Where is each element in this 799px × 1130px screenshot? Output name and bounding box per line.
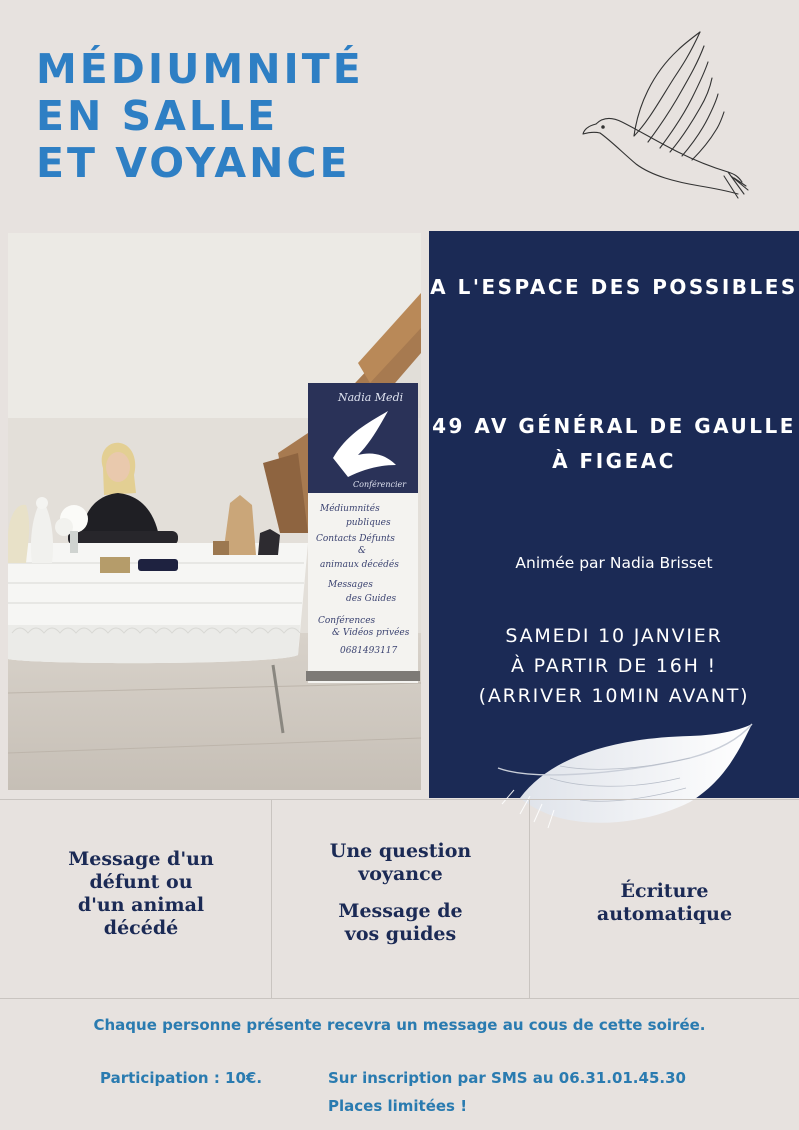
participation-price: Participation : 10€. [100, 1069, 263, 1087]
venue-address: 49 AV GÉNÉRAL DE GAULLE À FIGEAC [432, 414, 796, 473]
banner-subtitle: Conférencier [353, 480, 407, 489]
banner-line: Contacts Défunts [316, 534, 395, 544]
title-line: EN SALLE [36, 92, 279, 140]
service-line: Message de [338, 900, 463, 922]
title-line: MÉDIUMNITÉ [36, 45, 364, 93]
sms-registration: Sur inscription par SMS au 06.31.01.45.30 [328, 1069, 686, 1087]
banner-line: Médiumnités [320, 504, 380, 514]
limited-places: Places limitées ! [328, 1097, 468, 1115]
dove-icon [578, 26, 753, 216]
service-line: voyance [358, 863, 443, 885]
banner-line: publiques [346, 518, 391, 528]
date-line: (ARRIVER 10MIN AVANT) [478, 685, 750, 707]
service-line: Écriture [620, 880, 709, 902]
date-line: À PARTIR DE 16H ! [511, 655, 717, 677]
feather-icon [490, 718, 760, 838]
spacer [272, 886, 529, 900]
event-date [429, 621, 799, 711]
service-line: vos guides [344, 923, 457, 945]
host-credit: Animée par Nadia Brisset [515, 554, 713, 572]
banner-line: des Guides [346, 594, 397, 604]
footer-message: Chaque personne présente recevra un message au cous de cette soirée. [93, 1016, 706, 1034]
service-line: Une question [329, 840, 472, 862]
info-panel [429, 231, 799, 798]
service-line: décédé [103, 917, 179, 939]
banner-line: 0681493117 [340, 646, 398, 656]
service-question-guides [272, 840, 529, 946]
banner-line: Messages [328, 580, 373, 590]
service-line: automatique [596, 903, 733, 925]
title-line: ET VOYANCE [36, 139, 351, 187]
banner-line: & [358, 546, 367, 556]
divider [0, 799, 799, 800]
service-automatic-writing [530, 880, 799, 926]
date-line: SAMEDI 10 JANVIER [505, 625, 723, 647]
banner-line: Conférences [318, 616, 376, 626]
service-line: défunt ou [89, 871, 193, 893]
event-title [36, 46, 364, 187]
event-photo [8, 233, 421, 790]
banner-name: Nadia Medi [338, 391, 404, 404]
service-deceased-message [10, 848, 272, 940]
banner-line: & Vidéos privées [332, 628, 410, 638]
banner-line: animaux décédés [320, 560, 399, 570]
divider [0, 998, 799, 999]
service-line: d'un animal [77, 894, 205, 916]
service-line: Message d'un [68, 848, 214, 870]
venue-name: A L'ESPACE DES POSSIBLES [430, 275, 798, 299]
